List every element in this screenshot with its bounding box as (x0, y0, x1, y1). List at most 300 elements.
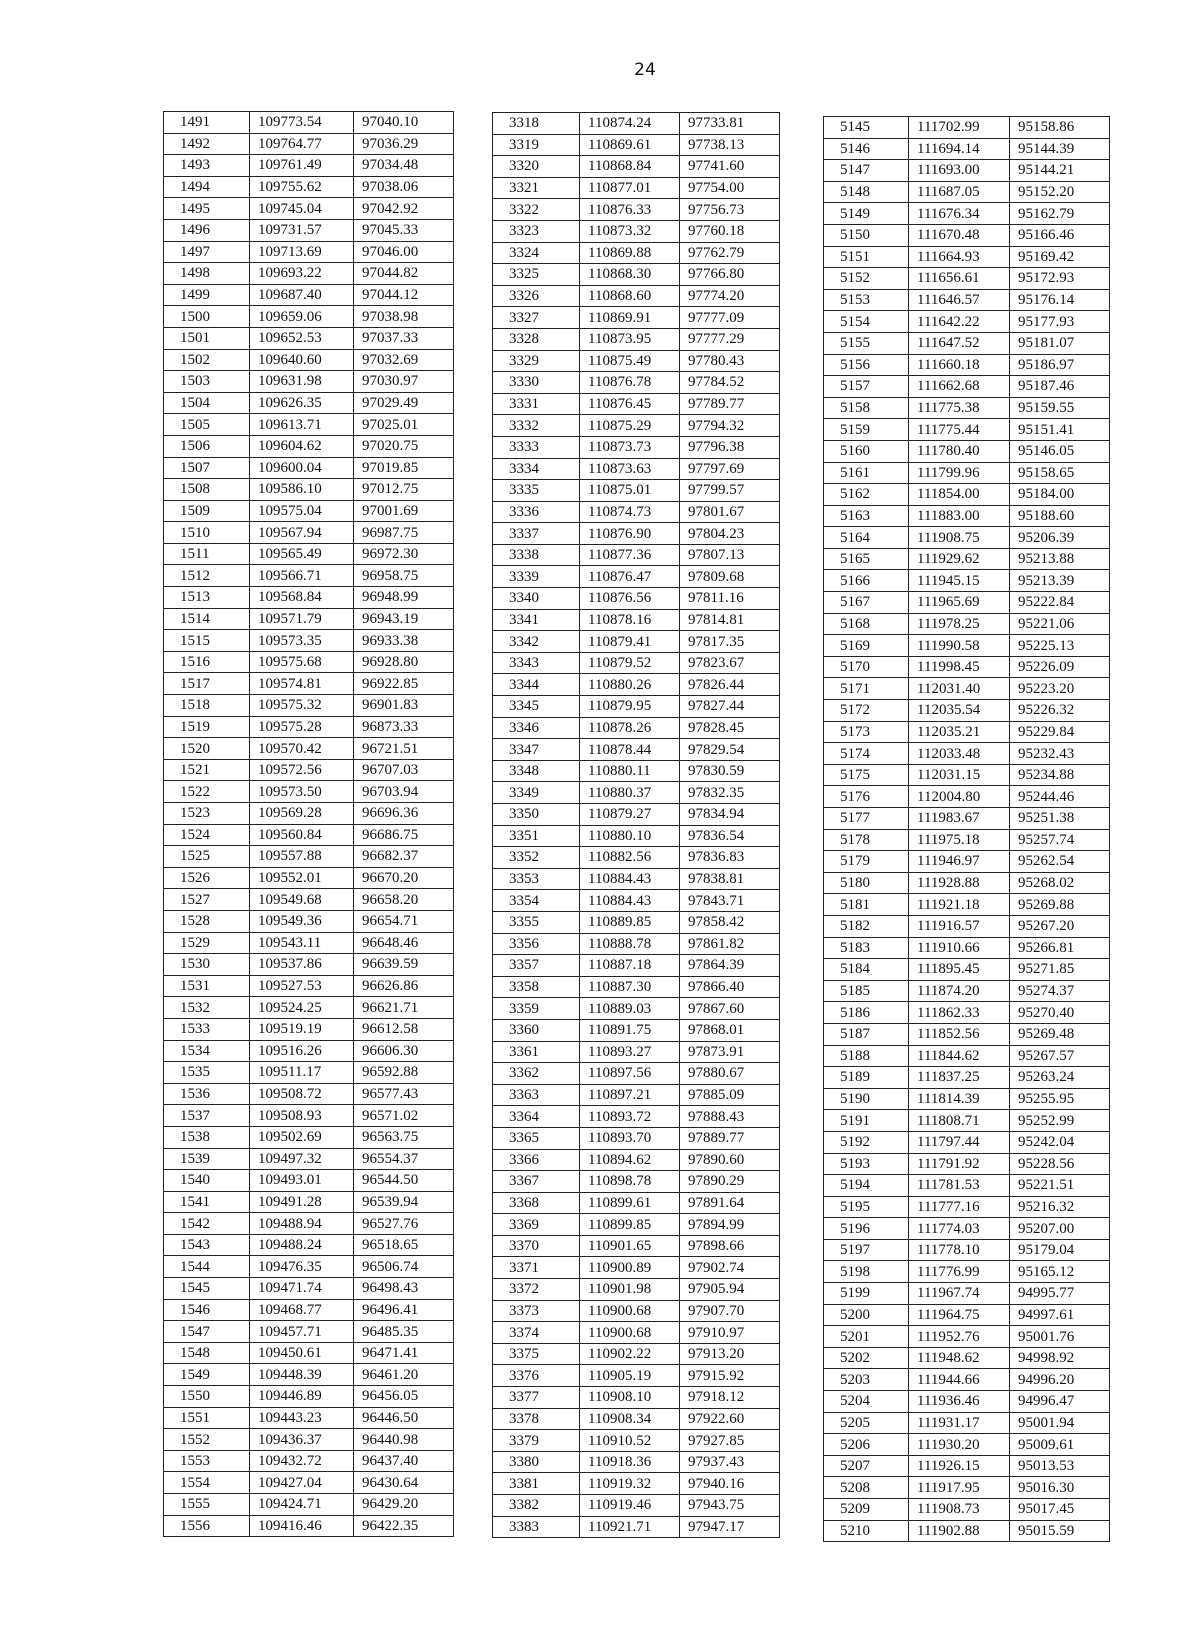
table-row (824, 224, 1110, 246)
x-coordinate-cell: 111983.67 (909, 808, 1010, 830)
point-number-cell: 3335 (493, 480, 580, 502)
y-coordinate-cell: 97777.09 (680, 307, 780, 329)
table-row (164, 673, 454, 695)
table-row (164, 1321, 454, 1343)
y-coordinate-cell: 96922.85 (354, 673, 454, 695)
table-row (164, 1386, 454, 1408)
x-coordinate-cell: 109693.22 (250, 263, 354, 285)
point-number-cell: 1551 (164, 1407, 250, 1429)
point-number-cell: 3383 (493, 1516, 580, 1538)
point-number-cell: 3372 (493, 1279, 580, 1301)
x-coordinate-cell: 111928.88 (909, 872, 1010, 894)
table-row (824, 397, 1110, 419)
y-coordinate-cell: 97038.06 (354, 176, 454, 198)
point-number-cell: 1526 (164, 867, 250, 889)
x-coordinate-cell: 111693.00 (909, 160, 1010, 182)
x-coordinate-cell: 110900.68 (580, 1322, 680, 1344)
table-row (824, 268, 1110, 290)
y-coordinate-cell: 96422.35 (354, 1515, 454, 1537)
x-coordinate-cell: 109491.28 (250, 1191, 354, 1213)
point-number-cell: 5152 (824, 268, 909, 290)
point-number-cell: 5161 (824, 462, 909, 484)
point-number-cell: 1520 (164, 738, 250, 760)
y-coordinate-cell: 97797.69 (680, 458, 780, 480)
x-coordinate-cell: 109571.79 (250, 608, 354, 630)
point-number-cell: 5185 (824, 980, 909, 1002)
x-coordinate-cell: 110888.78 (580, 933, 680, 955)
table-row (164, 954, 454, 976)
point-number-cell: 5210 (824, 1520, 909, 1542)
x-coordinate-cell: 111908.73 (909, 1499, 1010, 1521)
point-number-cell: 5151 (824, 246, 909, 268)
x-coordinate-cell: 110897.56 (580, 1063, 680, 1085)
point-number-cell: 5199 (824, 1283, 909, 1305)
point-number-cell: 3337 (493, 523, 580, 545)
y-coordinate-cell: 97012.75 (354, 479, 454, 501)
table-row (164, 1407, 454, 1429)
point-number-cell: 5147 (824, 160, 909, 182)
x-coordinate-cell: 111883.00 (909, 505, 1010, 527)
x-coordinate-cell: 110899.61 (580, 1192, 680, 1214)
point-number-cell: 5187 (824, 1023, 909, 1045)
table-row (164, 198, 454, 220)
table-row (164, 414, 454, 436)
point-number-cell: 1508 (164, 479, 250, 501)
table-row (824, 527, 1110, 549)
table-row (164, 1299, 454, 1321)
table-row (493, 1473, 780, 1495)
x-coordinate-cell: 110908.34 (580, 1408, 680, 1430)
y-coordinate-cell: 97905.94 (680, 1279, 780, 1301)
table-row (824, 160, 1110, 182)
table-row (824, 872, 1110, 894)
point-number-cell: 1519 (164, 716, 250, 738)
x-coordinate-cell: 110918.36 (580, 1451, 680, 1473)
y-coordinate-cell: 97890.29 (680, 1171, 780, 1193)
y-coordinate-cell: 97777.29 (680, 328, 780, 350)
x-coordinate-cell: 110874.24 (580, 113, 680, 135)
y-coordinate-cell: 96485.35 (354, 1321, 454, 1343)
x-coordinate-cell: 110919.46 (580, 1495, 680, 1517)
y-coordinate-cell: 95267.57 (1010, 1045, 1110, 1067)
point-number-cell: 1528 (164, 910, 250, 932)
x-coordinate-cell: 109600.04 (250, 457, 354, 479)
table-row (493, 933, 780, 955)
table-row (164, 1213, 454, 1235)
x-coordinate-cell: 109424.71 (250, 1494, 354, 1516)
y-coordinate-cell: 95223.20 (1010, 678, 1110, 700)
table-row (493, 1300, 780, 1322)
point-number-cell: 3374 (493, 1322, 580, 1344)
table-row (824, 851, 1110, 873)
table-row (164, 565, 454, 587)
point-number-cell: 3344 (493, 674, 580, 696)
point-number-cell: 1534 (164, 1040, 250, 1062)
point-number-cell: 3360 (493, 1019, 580, 1041)
y-coordinate-cell: 97864.39 (680, 955, 780, 977)
x-coordinate-cell: 109761.49 (250, 155, 354, 177)
y-coordinate-cell: 97832.35 (680, 782, 780, 804)
point-number-cell: 3366 (493, 1149, 580, 1171)
point-number-cell: 3369 (493, 1214, 580, 1236)
point-number-cell: 5195 (824, 1196, 909, 1218)
y-coordinate-cell: 95001.94 (1010, 1412, 1110, 1434)
y-coordinate-cell: 95206.39 (1010, 527, 1110, 549)
x-coordinate-cell: 111998.45 (909, 656, 1010, 678)
y-coordinate-cell: 97873.91 (680, 1041, 780, 1063)
x-coordinate-cell: 110921.71 (580, 1516, 680, 1538)
y-coordinate-cell: 95017.45 (1010, 1499, 1110, 1521)
table-row (824, 915, 1110, 937)
y-coordinate-cell: 97898.66 (680, 1235, 780, 1257)
point-number-cell: 5190 (824, 1088, 909, 1110)
y-coordinate-cell: 95151.41 (1010, 419, 1110, 441)
x-coordinate-cell: 110898.78 (580, 1171, 680, 1193)
x-coordinate-cell: 111694.14 (909, 138, 1010, 160)
y-coordinate-cell: 95177.93 (1010, 311, 1110, 333)
y-coordinate-cell: 95162.79 (1010, 203, 1110, 225)
x-coordinate-cell: 110893.72 (580, 1106, 680, 1128)
point-number-cell: 5208 (824, 1477, 909, 1499)
point-number-cell: 1530 (164, 954, 250, 976)
y-coordinate-cell: 96703.94 (354, 781, 454, 803)
table-row (824, 332, 1110, 354)
table-row (164, 435, 454, 457)
x-coordinate-cell: 109575.68 (250, 651, 354, 673)
y-coordinate-cell: 96873.33 (354, 716, 454, 738)
table-row (493, 1343, 780, 1365)
point-number-cell: 1550 (164, 1386, 250, 1408)
y-coordinate-cell: 97834.94 (680, 804, 780, 826)
x-coordinate-cell: 109471.74 (250, 1278, 354, 1300)
table-row (824, 1391, 1110, 1413)
point-number-cell: 1524 (164, 824, 250, 846)
point-number-cell: 5170 (824, 656, 909, 678)
y-coordinate-cell: 96987.75 (354, 522, 454, 544)
y-coordinate-cell: 97756.73 (680, 199, 780, 221)
point-number-cell: 3376 (493, 1365, 580, 1387)
y-coordinate-cell: 96928.80 (354, 651, 454, 673)
x-coordinate-cell: 109448.39 (250, 1364, 354, 1386)
y-coordinate-cell: 96496.41 (354, 1299, 454, 1321)
point-number-cell: 1493 (164, 155, 250, 177)
y-coordinate-cell: 96527.76 (354, 1213, 454, 1235)
y-coordinate-cell: 97830.59 (680, 760, 780, 782)
table-row (164, 630, 454, 652)
table-row (824, 1196, 1110, 1218)
y-coordinate-cell: 97044.12 (354, 284, 454, 306)
y-coordinate-cell: 96682.37 (354, 846, 454, 868)
table-row (164, 176, 454, 198)
table-row (824, 894, 1110, 916)
x-coordinate-cell: 109569.28 (250, 803, 354, 825)
table-row (824, 203, 1110, 225)
y-coordinate-cell: 96498.43 (354, 1278, 454, 1300)
point-number-cell: 3378 (493, 1408, 580, 1430)
point-number-cell: 5175 (824, 764, 909, 786)
point-number-cell: 1509 (164, 500, 250, 522)
x-coordinate-cell: 110879.52 (580, 652, 680, 674)
x-coordinate-cell: 109549.36 (250, 910, 354, 932)
x-coordinate-cell: 109443.23 (250, 1407, 354, 1429)
y-coordinate-cell: 97910.97 (680, 1322, 780, 1344)
x-coordinate-cell: 111917.95 (909, 1477, 1010, 1499)
x-coordinate-cell: 110887.30 (580, 976, 680, 998)
point-number-cell: 5206 (824, 1434, 909, 1456)
x-coordinate-cell: 110900.89 (580, 1257, 680, 1279)
y-coordinate-cell: 97836.83 (680, 847, 780, 869)
table-row (824, 959, 1110, 981)
table-row (824, 980, 1110, 1002)
table-row (164, 1040, 454, 1062)
point-number-cell: 3341 (493, 609, 580, 631)
point-number-cell: 1506 (164, 435, 250, 457)
table-row (493, 199, 780, 221)
y-coordinate-cell: 96707.03 (354, 759, 454, 781)
point-number-cell: 1532 (164, 997, 250, 1019)
point-number-cell: 5191 (824, 1110, 909, 1132)
table-row (493, 1495, 780, 1517)
x-coordinate-cell: 110919.32 (580, 1473, 680, 1495)
point-number-cell: 5186 (824, 1002, 909, 1024)
table-row (493, 480, 780, 502)
x-coordinate-cell: 112004.80 (909, 786, 1010, 808)
point-number-cell: 1522 (164, 781, 250, 803)
point-number-cell: 3353 (493, 868, 580, 890)
point-number-cell: 1517 (164, 673, 250, 695)
point-number-cell: 3323 (493, 220, 580, 242)
y-coordinate-cell: 97858.42 (680, 911, 780, 933)
y-coordinate-cell: 97918.12 (680, 1387, 780, 1409)
table-row (824, 311, 1110, 333)
table-row (493, 911, 780, 933)
y-coordinate-cell: 95232.43 (1010, 743, 1110, 765)
y-coordinate-cell: 95166.46 (1010, 224, 1110, 246)
table-row (493, 717, 780, 739)
x-coordinate-cell: 110887.18 (580, 955, 680, 977)
x-coordinate-cell: 109516.26 (250, 1040, 354, 1062)
table-row (164, 1148, 454, 1170)
x-coordinate-cell: 111844.62 (909, 1045, 1010, 1067)
x-coordinate-cell: 109476.35 (250, 1256, 354, 1278)
point-number-cell: 1513 (164, 587, 250, 609)
y-coordinate-cell: 96446.50 (354, 1407, 454, 1429)
x-coordinate-cell: 110875.29 (580, 415, 680, 437)
table-row (493, 134, 780, 156)
y-coordinate-cell: 95269.88 (1010, 894, 1110, 916)
y-coordinate-cell: 97915.92 (680, 1365, 780, 1387)
x-coordinate-cell: 111775.44 (909, 419, 1010, 441)
table-row (164, 651, 454, 673)
point-number-cell: 3322 (493, 199, 580, 221)
point-number-cell: 5183 (824, 937, 909, 959)
x-coordinate-cell: 109586.10 (250, 479, 354, 501)
point-number-cell: 1544 (164, 1256, 250, 1278)
y-coordinate-cell: 94998.92 (1010, 1347, 1110, 1369)
table-row (824, 1520, 1110, 1542)
x-coordinate-cell: 110880.10 (580, 825, 680, 847)
table-row (164, 284, 454, 306)
x-coordinate-cell: 111660.18 (909, 354, 1010, 376)
y-coordinate-cell: 97947.17 (680, 1516, 780, 1538)
point-number-cell: 5172 (824, 700, 909, 722)
table-row (164, 263, 454, 285)
x-coordinate-cell: 109488.94 (250, 1213, 354, 1235)
table-row (824, 181, 1110, 203)
y-coordinate-cell: 95146.05 (1010, 440, 1110, 462)
y-coordinate-cell: 97733.81 (680, 113, 780, 135)
point-number-cell: 1499 (164, 284, 250, 306)
y-coordinate-cell: 96518.65 (354, 1234, 454, 1256)
table-row (824, 1002, 1110, 1024)
x-coordinate-cell: 110877.36 (580, 544, 680, 566)
point-number-cell: 1502 (164, 349, 250, 371)
table-row (824, 1499, 1110, 1521)
x-coordinate-cell: 111910.66 (909, 937, 1010, 959)
x-coordinate-cell: 112035.54 (909, 700, 1010, 722)
table-row (824, 721, 1110, 743)
y-coordinate-cell: 96639.59 (354, 954, 454, 976)
table-row (164, 824, 454, 846)
point-number-cell: 1507 (164, 457, 250, 479)
x-coordinate-cell: 111797.44 (909, 1131, 1010, 1153)
table-row (493, 1106, 780, 1128)
table-row (824, 440, 1110, 462)
y-coordinate-cell: 96654.71 (354, 910, 454, 932)
x-coordinate-cell: 111777.16 (909, 1196, 1010, 1218)
point-number-cell: 5193 (824, 1153, 909, 1175)
y-coordinate-cell: 97885.09 (680, 1084, 780, 1106)
x-coordinate-cell: 112033.48 (909, 743, 1010, 765)
x-coordinate-cell: 109575.32 (250, 695, 354, 717)
y-coordinate-cell: 97823.67 (680, 652, 780, 674)
x-coordinate-cell: 111944.66 (909, 1369, 1010, 1391)
point-number-cell: 3332 (493, 415, 580, 437)
table-row (493, 113, 780, 135)
table-row (824, 117, 1110, 139)
point-number-cell: 3349 (493, 782, 580, 804)
point-number-cell: 5166 (824, 570, 909, 592)
y-coordinate-cell: 94997.61 (1010, 1304, 1110, 1326)
table-row (493, 566, 780, 588)
point-number-cell: 3370 (493, 1235, 580, 1257)
x-coordinate-cell: 109570.42 (250, 738, 354, 760)
y-coordinate-cell: 96539.94 (354, 1191, 454, 1213)
x-coordinate-cell: 110884.43 (580, 890, 680, 912)
table-row (493, 328, 780, 350)
point-number-cell: 1537 (164, 1105, 250, 1127)
x-coordinate-cell: 111775.38 (909, 397, 1010, 419)
table-row (493, 1451, 780, 1473)
table-row (164, 1083, 454, 1105)
table-row (164, 349, 454, 371)
point-number-cell: 5162 (824, 484, 909, 506)
x-coordinate-cell: 109687.40 (250, 284, 354, 306)
table-row (824, 1067, 1110, 1089)
y-coordinate-cell: 97809.68 (680, 566, 780, 588)
x-coordinate-cell: 110879.27 (580, 804, 680, 826)
y-coordinate-cell: 97913.20 (680, 1343, 780, 1365)
table-row (164, 997, 454, 1019)
point-number-cell: 3381 (493, 1473, 580, 1495)
y-coordinate-cell: 97804.23 (680, 523, 780, 545)
table-row (164, 975, 454, 997)
point-number-cell: 1505 (164, 414, 250, 436)
x-coordinate-cell: 111945.15 (909, 570, 1010, 592)
table-body (493, 113, 780, 1538)
x-coordinate-cell: 110901.65 (580, 1235, 680, 1257)
table-row (493, 1516, 780, 1538)
x-coordinate-cell: 111799.96 (909, 462, 1010, 484)
point-number-cell: 3334 (493, 458, 580, 480)
point-number-cell: 3347 (493, 739, 580, 761)
x-coordinate-cell: 111902.88 (909, 1520, 1010, 1542)
y-coordinate-cell: 95165.12 (1010, 1261, 1110, 1283)
table-row (164, 1105, 454, 1127)
point-number-cell: 3326 (493, 285, 580, 307)
y-coordinate-cell: 96612.58 (354, 1018, 454, 1040)
table-row (493, 998, 780, 1020)
point-number-cell: 1555 (164, 1494, 250, 1516)
x-coordinate-cell: 110876.78 (580, 372, 680, 394)
x-coordinate-cell: 112031.40 (909, 678, 1010, 700)
x-coordinate-cell: 109457.71 (250, 1321, 354, 1343)
table-row (493, 782, 780, 804)
x-coordinate-cell: 112031.15 (909, 764, 1010, 786)
point-number-cell: 1542 (164, 1213, 250, 1235)
y-coordinate-cell: 97807.13 (680, 544, 780, 566)
point-number-cell: 5145 (824, 117, 909, 139)
point-number-cell: 3352 (493, 847, 580, 869)
coordinate-table-left (163, 111, 454, 1537)
table-row (164, 867, 454, 889)
y-coordinate-cell: 95226.09 (1010, 656, 1110, 678)
table-row (493, 825, 780, 847)
point-number-cell: 3365 (493, 1127, 580, 1149)
point-number-cell: 1514 (164, 608, 250, 630)
x-coordinate-cell: 110899.85 (580, 1214, 680, 1236)
point-number-cell: 5176 (824, 786, 909, 808)
y-coordinate-cell: 97829.54 (680, 739, 780, 761)
table-row (164, 608, 454, 630)
y-coordinate-cell: 97826.44 (680, 674, 780, 696)
x-coordinate-cell: 109613.71 (250, 414, 354, 436)
table-row (493, 1019, 780, 1041)
x-coordinate-cell: 110873.73 (580, 436, 680, 458)
point-number-cell: 1529 (164, 932, 250, 954)
x-coordinate-cell: 110868.84 (580, 156, 680, 178)
x-coordinate-cell: 109502.69 (250, 1126, 354, 1148)
y-coordinate-cell: 95216.32 (1010, 1196, 1110, 1218)
x-coordinate-cell: 110868.30 (580, 264, 680, 286)
table-row (824, 1283, 1110, 1305)
table-row (824, 635, 1110, 657)
x-coordinate-cell: 111814.39 (909, 1088, 1010, 1110)
point-number-cell: 3379 (493, 1430, 580, 1452)
x-coordinate-cell: 110876.33 (580, 199, 680, 221)
table-row (493, 1279, 780, 1301)
point-number-cell: 3321 (493, 177, 580, 199)
table-row (493, 760, 780, 782)
x-coordinate-cell: 109416.46 (250, 1515, 354, 1537)
table-row (164, 803, 454, 825)
table-row (824, 1218, 1110, 1240)
coordinate-table-right (823, 116, 1110, 1542)
x-coordinate-cell: 111664.93 (909, 246, 1010, 268)
y-coordinate-cell: 97889.77 (680, 1127, 780, 1149)
table-row (164, 1429, 454, 1451)
point-number-cell: 1525 (164, 846, 250, 868)
